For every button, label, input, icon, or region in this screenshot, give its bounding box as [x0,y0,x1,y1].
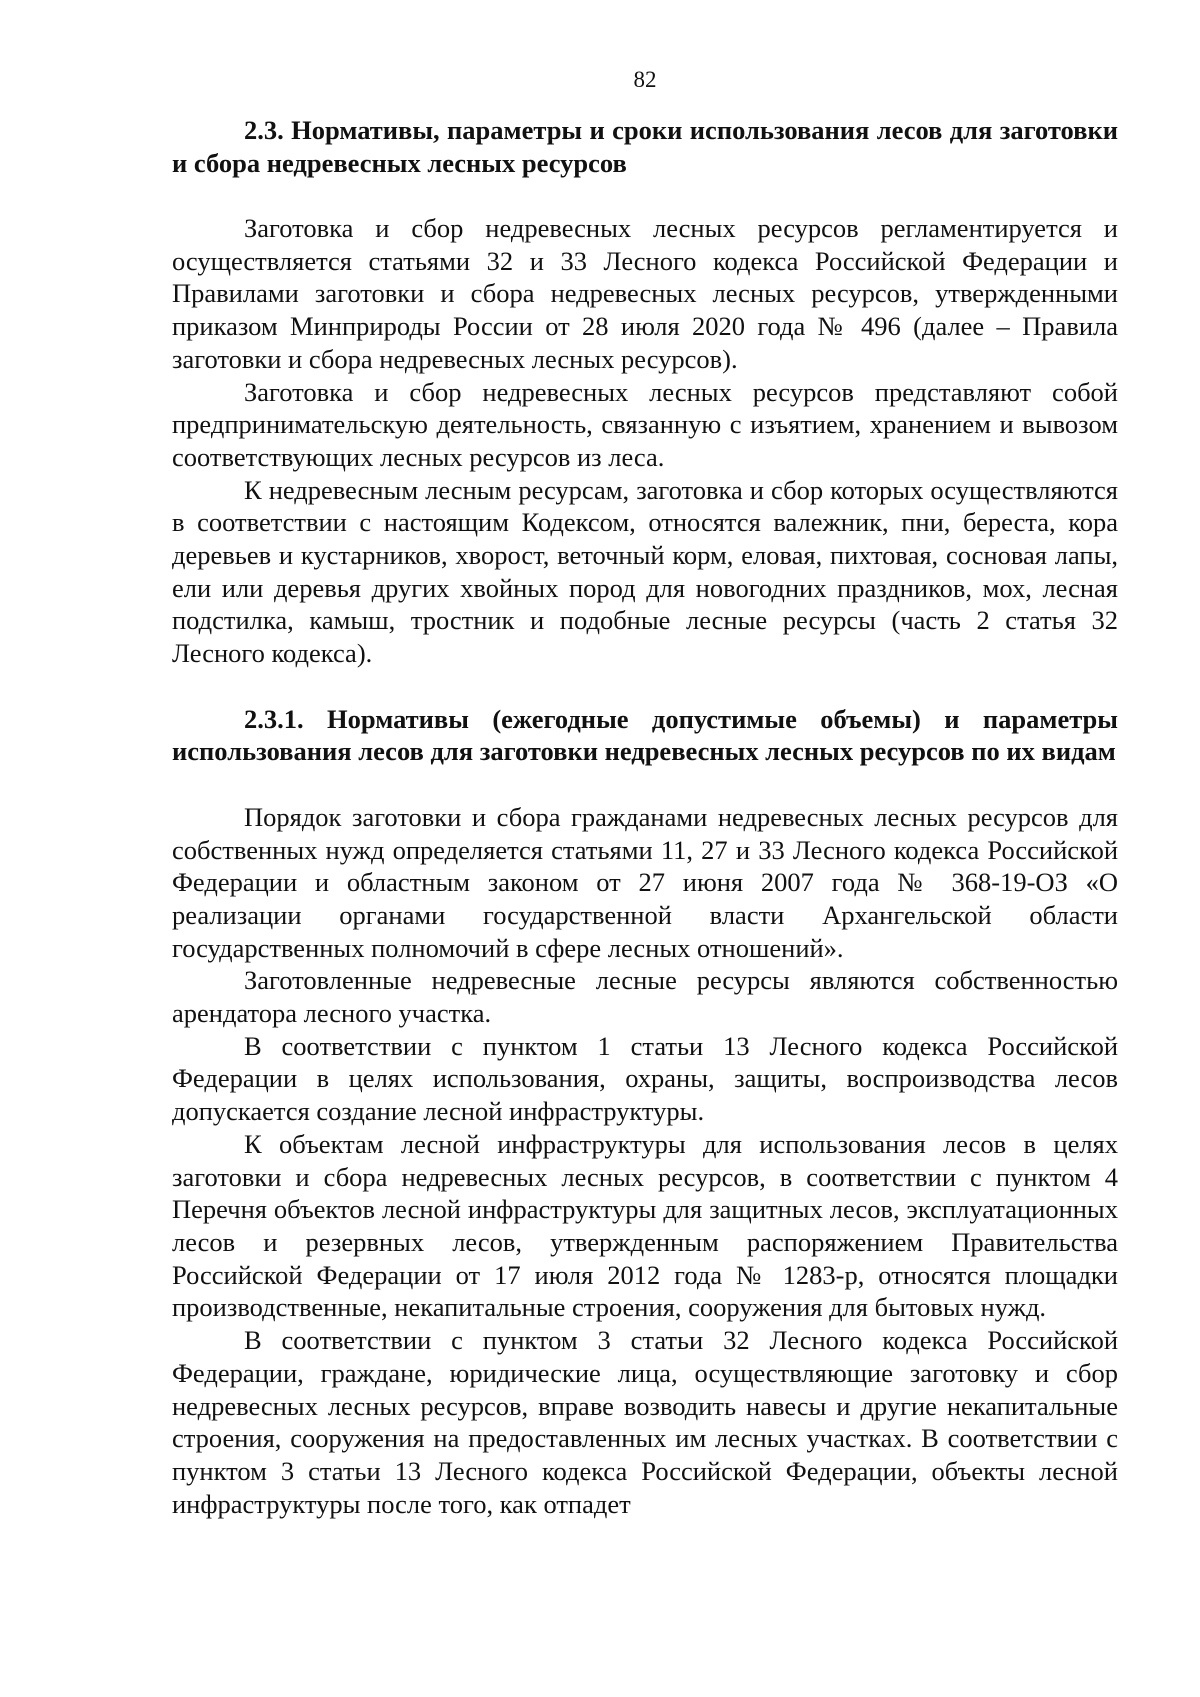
document-page [172,66,1118,1520]
section-heading-2-3-1: 2.3.1. Нормативы (ежегодные допустимые объемы) и параметры использования лесов для заготовки недревесных лесных ресурсов по их видам [172,703,1118,767]
section-heading-2-3: 2.3. Нормативы, параметры и сроки использования лесов для заготовки и сбора недревесных лесных ресурсов [172,115,1118,178]
paragraph: В соответствии с пунктом 3 статьи 32 Лесного кодекса Российской Федерации, граждане, юридические лица, осуществляющие заготовку и сбор недревесных лесных ресурсов, вправе возводить навесы и другие некапитальные строения, сооружения на предоставленных им лесных участках. В соответствии с пунктом 3 статьи 13 Лесного кодекса Российской Федерации, объекты лесной инфраструктуры после того, как отпадет [172,1325,1118,1519]
paragraph: В соответствии с пунктом 1 статьи 13 Лесного кодекса Российской Федерации в целях использования, охраны, защиты, воспроизводства лесов допускается создание лесной инфраструктуры. [172,1030,1118,1127]
paragraph: К объектам лесной инфраструктуры для использования лесов в целях заготовки и сбора недревесных лесных ресурсов, в соответствии с пунктом 4 Перечня объектов лесной инфраструктуры для защитных лесов, эксплуатационных лесов и резервных лесов, утвержденным распоряжением Правительства Российской Федерации от 17 июля 2012 года № 1283-р, относятся площадки производственные, некапитальные строения, сооружения для бытовых нужд. [172,1128,1118,1323]
paragraph: Заготовка и сбор недревесных лесных ресурсов регламентируется и осуществляется статьями 32 и 33 Лесного кодекса Российской Федерации и Правилами заготовки и сбора недревесных лесных ресурсов, утвержденными приказом Минприроды России от 28 июля 2020 года № 496 (далее – Правила заготовки и сбора недревесных лесных ресурсов). [172,213,1118,374]
paragraph: Порядок заготовки и сбора гражданами недревесных лесных ресурсов для собственных нужд определяется статьями 11, 27 и 33 Лесного кодекса Российской Федерации и областным законом от 27 июня 2007 года № 368-19-ОЗ «О реализации органами государственной власти Архангельской области государственных полномочий в сфере лесных отношений». [172,801,1118,963]
paragraph: Заготовленные недревесные лесные ресурсы являются собственностью арендатора лесного участка. [172,965,1118,1029]
paragraph: К недревесным лесным ресурсам, заготовка и сбор которых осуществляются в соответствии с настоящим Кодексом, относятся валежник, пни, береста, кора деревьев и кустарников, хворост, веточный корм, еловая, пихтовая, сосновая лапы, ели или деревья других хвойных пород для новогодних праздников, мох, лесная подстилка, камыш, тростник и подобные лесные ресурсы (часть 2 статья 32 Лесного кодекса). [172,474,1118,669]
spacer [172,670,1118,703]
page-number: 82 [633,67,657,92]
spacer [172,768,1118,801]
paragraph: Заготовка и сбор недревесных лесных ресурсов представляют собой предпринимательскую деятельность, связанную с изъятием, хранением и вывозом соответствующих лесных ресурсов из леса. [172,376,1118,472]
spacer [172,179,1118,212]
